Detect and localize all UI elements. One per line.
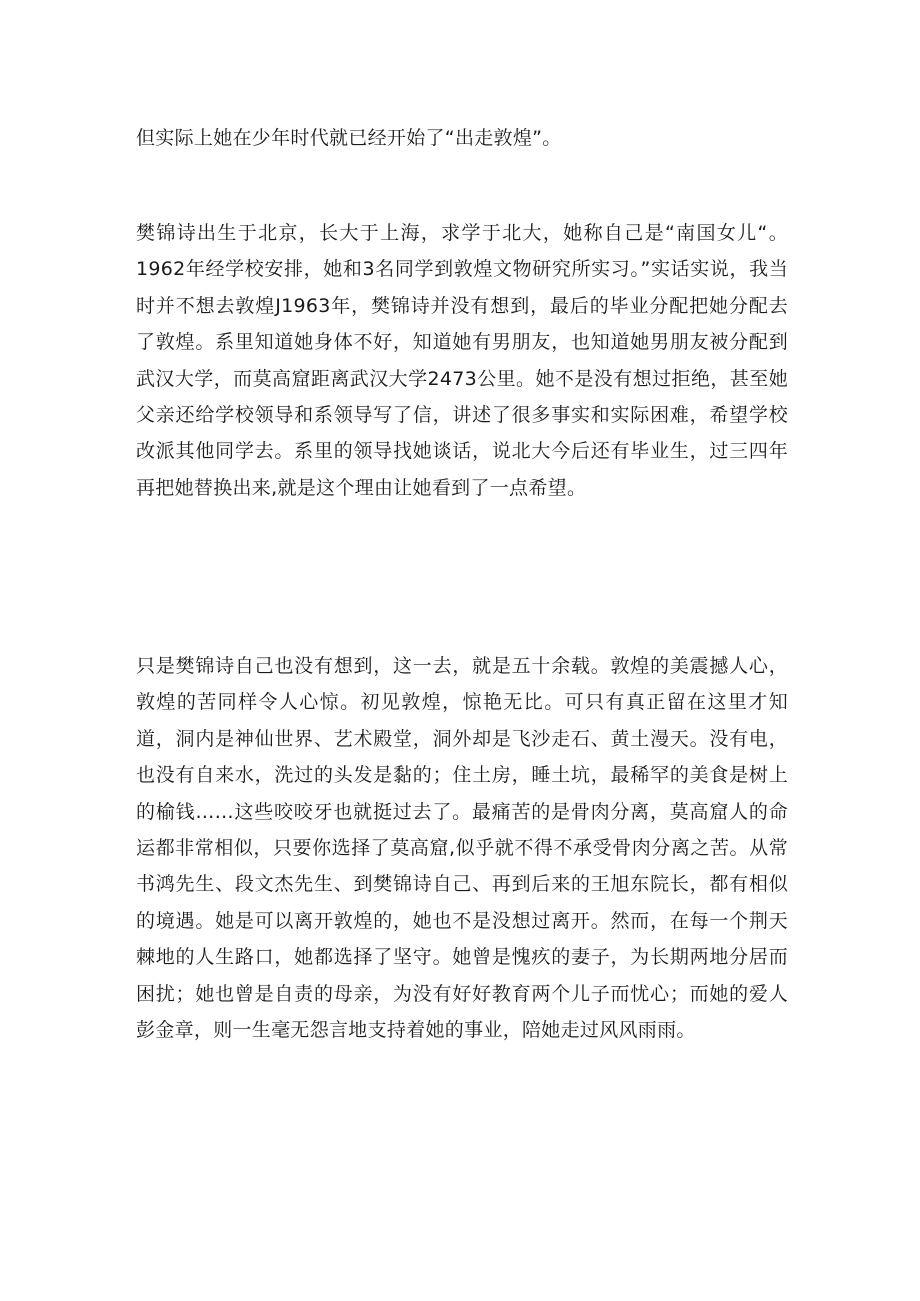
paragraph-3: 只是樊锦诗自己也没有想到，这一去，就是五十余载。敦煌的美震撼人心，敦煌的苦同样令人心惊。初见敦煌，惊艳无比。可只有真正留在这里才知道，洞内是神仙世界、艺术殿堂，洞外却是飞沙走石、黄土漫天。没有电，也没有自来水，洗过的头发是黏的；住土房，睡土坑，最稀罕的美食是树上的榆钱……这些咬咬牙也就挺过去了。最痛苦的是骨肉分离，莫高窟人的命运都非常相似，只要你选择了莫高窟,似乎就不得不承受骨肉分离之苦。从常书鸿先生、段文杰先生、到樊锦诗自己、再到后来的王旭东院长，都有相似的境遇。她是可以离开敦煌的，她也不是没想过离开。然而，在每一个荆天棘地的人生路口，她都选择了坚守。她曾是愧疚的妻子，为长期两地分居而困扰；她也曾是自责的母亲，为没有好好教育两个儿子而忧心；而她的爱人彭金章，则一生毫无怨言地支持着她的事业，陪她走过风风雨雨。 bbox=[136, 655, 788, 1042]
paragraph-2: 樊锦诗出生于北京，长大于上海，求学于北大，她称自己是“南国女儿“。1962年经学校安排，她和3名同学到敦煌文物研究所实习。”实话实说，我当时并不想去敦煌J1963年，樊锦诗并没有想到，最后的毕业分配把她分配去了敦煌。系里知道她身体不好，知道她有男朋友，也知道她男朋友被分配到武汉大学，而莫高窟距离武汉大学2473公里。她不是没有想过拒绝，甚至她父亲还给学校领导和系领导写了信，讲述了很多事实和实际困难，希望学校改派其他同学去。系里的领导找她谈话，说北大今后还有毕业生，过三四年再把她替换出来,就是这个理由让她看到了一点希望。 bbox=[136, 222, 788, 499]
paragraph-1: 但实际上她在少年时代就已经开始了“出走敦煌”。 bbox=[136, 127, 562, 149]
